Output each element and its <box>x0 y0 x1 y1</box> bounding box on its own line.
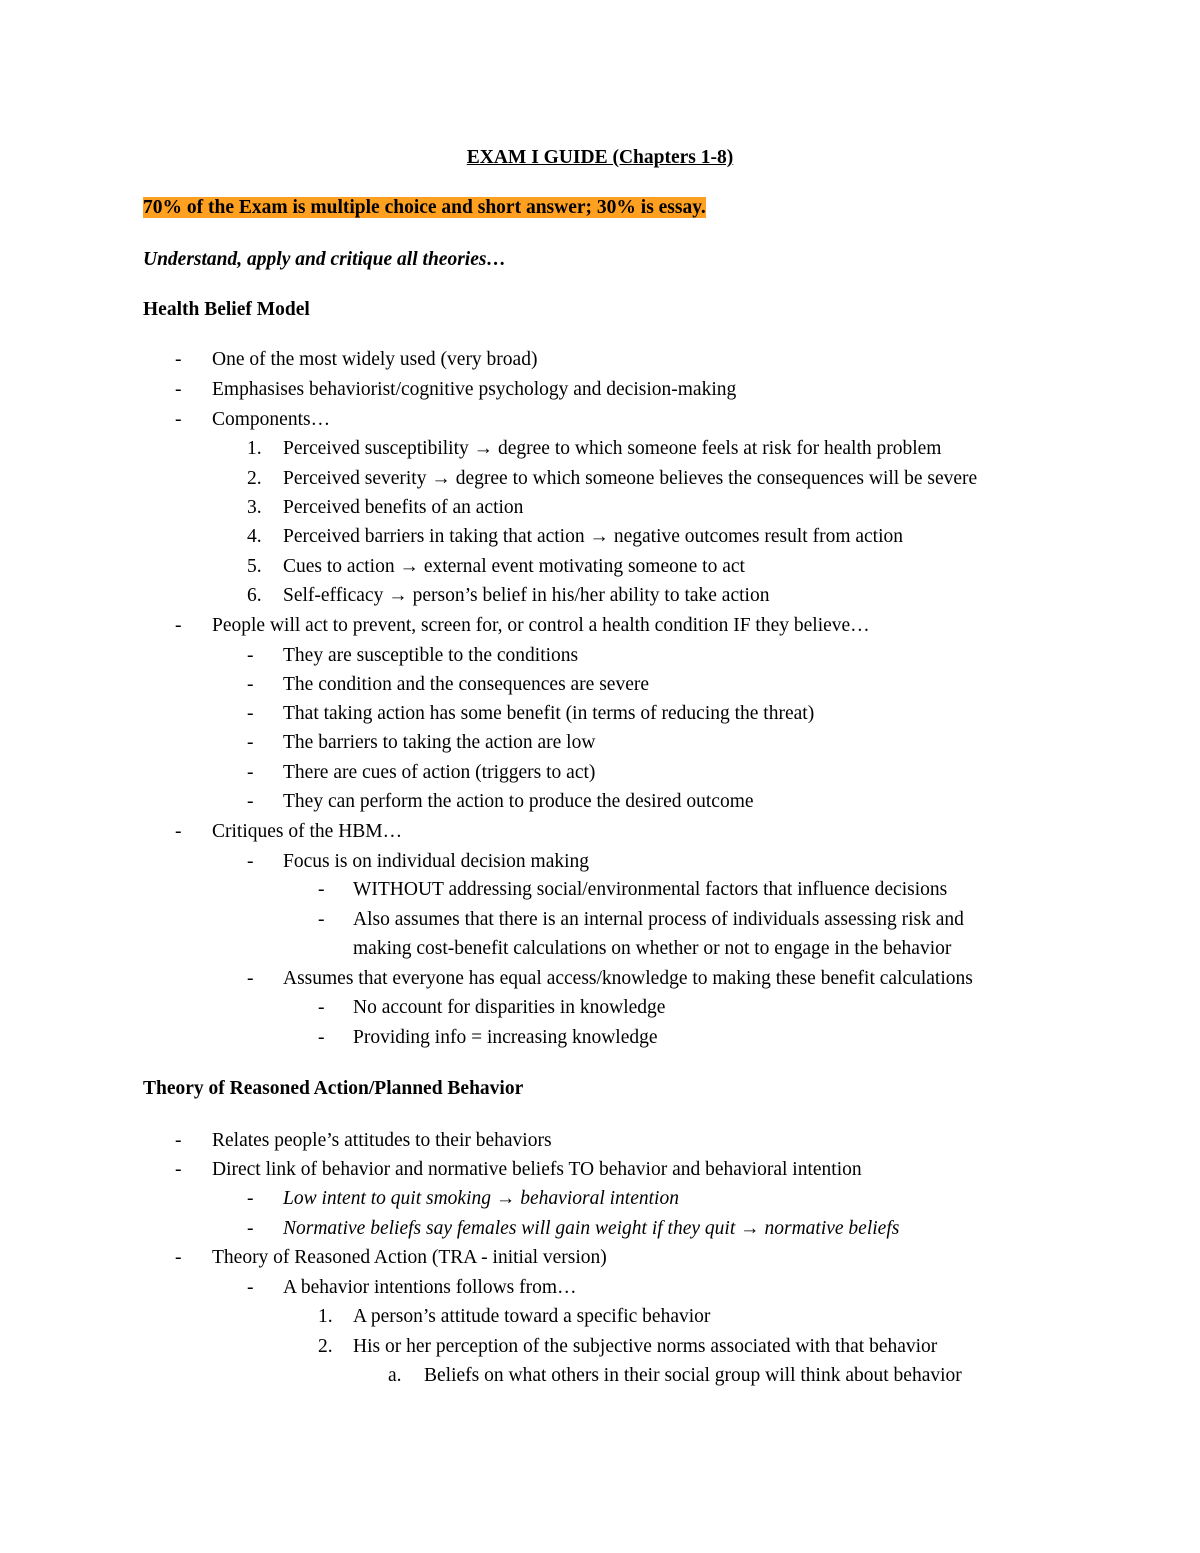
list-item: Critiques of the HBM… <box>212 821 403 842</box>
list-item: Theory of Reasoned Action (TRA - initial version) <box>212 1247 607 1268</box>
list-marker: - <box>175 821 182 842</box>
list-item: Also assumes that there is an internal process of individuals assessing risk and <box>353 909 964 930</box>
list-marker: - <box>247 968 254 989</box>
list-marker: - <box>175 1247 182 1268</box>
list-number: 4. <box>247 526 262 547</box>
list-item: There are cues of action (triggers to act) <box>283 762 596 783</box>
list-marker: - <box>175 1159 182 1180</box>
list-item: Relates people’s attitudes to their behaviors <box>212 1130 552 1151</box>
list-marker: - <box>175 1130 182 1151</box>
list-marker: - <box>318 1027 325 1048</box>
list-item: The barriers to taking the action are low <box>283 732 596 753</box>
list-item: They are susceptible to the conditions <box>283 645 579 666</box>
list-item: His or her perception of the subjective norms associated with that behavior <box>353 1336 938 1357</box>
list-item: A behavior intentions follows from… <box>283 1277 577 1298</box>
list-marker: - <box>175 349 182 370</box>
list-item: No account for disparities in knowledge <box>353 997 666 1018</box>
list-marker: - <box>318 997 325 1018</box>
list-item: Perceived barriers in taking that action → negative outcomes result from action <box>283 526 904 547</box>
list-item: Perceived susceptibility → degree to which someone feels at risk for health problem <box>283 438 942 459</box>
list-marker: - <box>175 379 182 400</box>
list-marker: - <box>247 732 254 753</box>
list-item: People will act to prevent, screen for, or control a health condition IF they believe… <box>212 615 870 636</box>
section-heading-health-belief-model: Health Belief Model <box>143 299 310 320</box>
list-number: 2. <box>247 468 262 489</box>
list-item: The condition and the consequences are severe <box>283 674 650 695</box>
list-item-example: Normative beliefs say females will gain weight if they quit → normative beliefs <box>283 1218 900 1239</box>
list-item: A person’s attitude toward a specific behavior <box>353 1306 711 1327</box>
exam-breakdown-text: 70% of the Exam is multiple choice and short answer; 30% is essay. <box>143 197 706 218</box>
list-item: Focus is on individual decision making <box>283 851 590 872</box>
list-number: 2. <box>318 1336 333 1357</box>
list-marker: - <box>247 762 254 783</box>
section-heading-reasoned-action: Theory of Reasoned Action/Planned Behavior <box>143 1078 524 1099</box>
list-item: Perceived severity → degree to which someone believes the consequences will be severe <box>283 468 978 489</box>
list-marker: - <box>247 1218 254 1239</box>
list-number: 3. <box>247 497 262 518</box>
list-item: Emphasises behaviorist/cognitive psychology and decision-making <box>212 379 737 400</box>
list-marker: - <box>247 645 254 666</box>
page-title: EXAM I GUIDE (Chapters 1-8) <box>466 147 734 168</box>
list-marker: - <box>318 909 325 930</box>
list-marker: - <box>175 409 182 430</box>
list-number: 1. <box>318 1306 333 1327</box>
list-item: Beliefs on what others in their social group will think about behavior <box>424 1365 962 1386</box>
instruction-note: Understand, apply and critique all theories… <box>143 249 506 270</box>
list-item: That taking action has some benefit (in terms of reducing the threat) <box>283 703 815 724</box>
list-item: Components… <box>212 409 331 430</box>
list-marker: - <box>318 879 325 900</box>
list-marker: - <box>247 791 254 812</box>
list-item: Providing info = increasing knowledge <box>353 1027 658 1048</box>
list-item: Cues to action → external event motivating someone to act <box>283 556 745 577</box>
exam-breakdown-highlight <box>143 194 709 221</box>
list-item: Self-efficacy → person’s belief in his/her ability to take action <box>283 585 770 606</box>
list-marker: - <box>247 703 254 724</box>
list-item: They can perform the action to produce the desired outcome <box>283 791 754 812</box>
list-item-example: Low intent to quit smoking → behavioral intention <box>283 1188 679 1209</box>
list-item-continuation: making cost-benefit calculations on whether or not to engage in the behavior <box>353 938 952 959</box>
list-item: Perceived benefits of an action <box>283 497 524 518</box>
list-marker: - <box>247 1277 254 1298</box>
list-number: 6. <box>247 585 262 606</box>
list-number: 1. <box>247 438 262 459</box>
list-item: WITHOUT addressing social/environmental factors that influence decisions <box>353 879 948 900</box>
list-letter: a. <box>388 1365 402 1386</box>
list-marker: - <box>175 615 182 636</box>
list-marker: - <box>247 851 254 872</box>
list-item: One of the most widely used (very broad) <box>212 349 538 370</box>
list-number: 5. <box>247 556 262 577</box>
list-marker: - <box>247 1188 254 1209</box>
list-marker: - <box>247 674 254 695</box>
list-item: Direct link of behavior and normative beliefs TO behavior and behavioral intention <box>212 1159 862 1180</box>
list-item: Assumes that everyone has equal access/knowledge to making these benefit calculations <box>283 968 973 989</box>
